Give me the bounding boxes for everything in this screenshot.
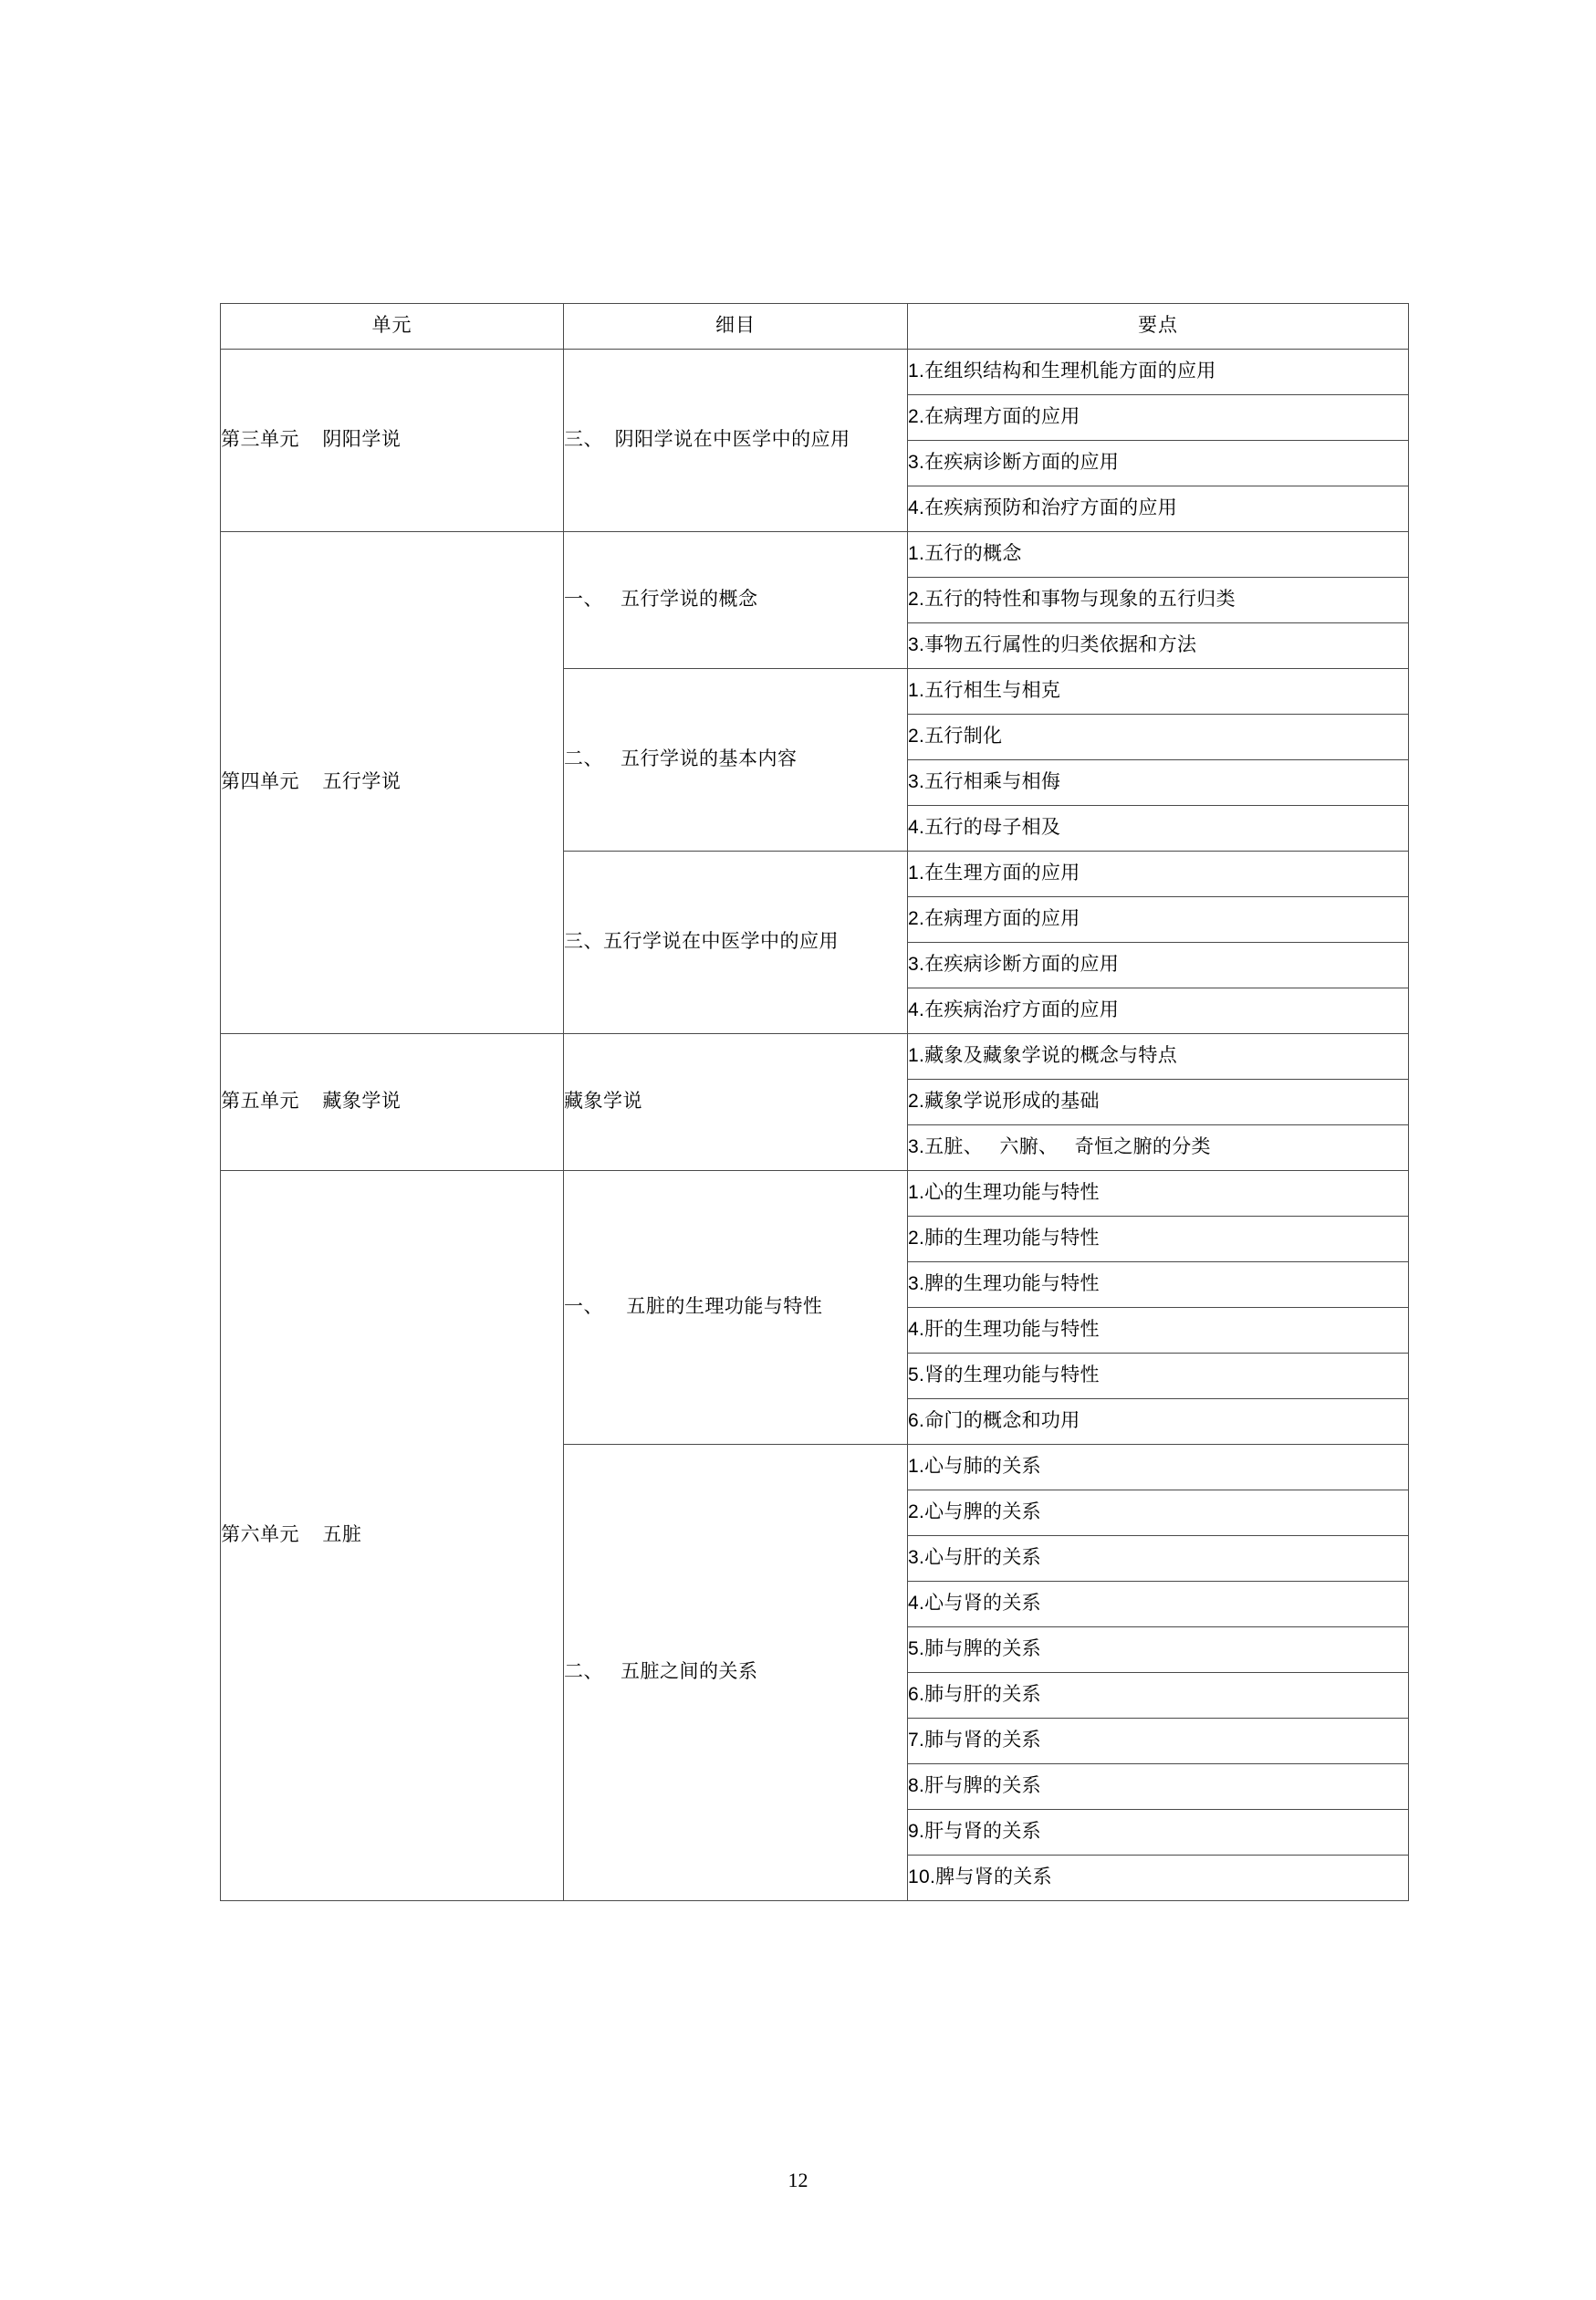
- table-header: [221, 304, 1409, 350]
- point-cell: 2.心与脾的关系: [908, 1490, 1409, 1536]
- point-cell: 2.在病理方面的应用: [908, 897, 1409, 943]
- point-cell: 1.藏象及藏象学说的概念与特点: [908, 1034, 1409, 1080]
- point-cell: 3.在疾病诊断方面的应用: [908, 441, 1409, 486]
- table-row: [221, 1171, 1409, 1217]
- point-cell: 4.肝的生理功能与特性: [908, 1308, 1409, 1354]
- point-cell: 2.在病理方面的应用: [908, 395, 1409, 441]
- detail-cell: 二、 五行学说的基本内容: [564, 669, 908, 852]
- point-cell: 1.五行的概念: [908, 532, 1409, 578]
- point-cell: 1.心与肺的关系: [908, 1445, 1409, 1490]
- point-cell: 3.事物五行属性的归类依据和方法: [908, 623, 1409, 669]
- point-cell: 5.肾的生理功能与特性: [908, 1354, 1409, 1399]
- point-cell: 4.五行的母子相及: [908, 806, 1409, 852]
- point-cell: 4.心与肾的关系: [908, 1582, 1409, 1627]
- point-cell: 2.五行制化: [908, 715, 1409, 760]
- detail-cell: 三、五行学说在中医学中的应用: [564, 852, 908, 1034]
- point-cell: 4.在疾病预防和治疗方面的应用: [908, 486, 1409, 532]
- point-cell: 3.脾的生理功能与特性: [908, 1262, 1409, 1308]
- detail-cell: 一、 五脏的生理功能与特性: [564, 1171, 908, 1445]
- point-cell: 2.五行的特性和事物与现象的五行归类: [908, 578, 1409, 623]
- point-cell: 1.心的生理功能与特性: [908, 1171, 1409, 1217]
- detail-cell: 二、 五脏之间的关系: [564, 1445, 908, 1901]
- point-cell: 1.在生理方面的应用: [908, 852, 1409, 897]
- point-cell: 3.五脏、 六腑、 奇恒之腑的分类: [908, 1125, 1409, 1171]
- column-header-detail: 细目: [564, 304, 908, 350]
- table-body: [221, 350, 1409, 1901]
- point-cell: 6.命门的概念和功用: [908, 1399, 1409, 1445]
- point-cell: 4.在疾病治疗方面的应用: [908, 988, 1409, 1034]
- syllabus-table: [220, 303, 1409, 1901]
- detail-cell: 三、 阴阳学说在中医学中的应用: [564, 350, 908, 532]
- point-cell: 3.五行相乘与相侮: [908, 760, 1409, 806]
- table-row: [221, 1034, 1409, 1080]
- unit-cell: 第三单元 阴阳学说: [221, 350, 564, 532]
- detail-cell: 藏象学说: [564, 1034, 908, 1171]
- page-number: 12: [788, 2169, 808, 2191]
- unit-cell: 第六单元 五脏: [221, 1171, 564, 1901]
- point-cell: 7.肺与肾的关系: [908, 1719, 1409, 1764]
- column-header-point: 要点: [908, 304, 1409, 350]
- column-header-unit: 单元: [221, 304, 564, 350]
- point-cell: 6.肺与肝的关系: [908, 1673, 1409, 1719]
- header-row: [221, 304, 1409, 350]
- detail-cell: 一、 五行学说的概念: [564, 532, 908, 669]
- table-row: [221, 350, 1409, 395]
- point-cell: 9.肝与肾的关系: [908, 1810, 1409, 1856]
- unit-cell: 第四单元 五行学说: [221, 532, 564, 1034]
- point-cell: 2.肺的生理功能与特性: [908, 1217, 1409, 1262]
- point-cell: 10.脾与肾的关系: [908, 1856, 1409, 1901]
- table-row: [221, 532, 1409, 578]
- point-cell: 5.肺与脾的关系: [908, 1627, 1409, 1673]
- point-cell: 8.肝与脾的关系: [908, 1764, 1409, 1810]
- unit-cell: 第五单元 藏象学说: [221, 1034, 564, 1171]
- point-cell: 3.心与肝的关系: [908, 1536, 1409, 1582]
- point-cell: 1.五行相生与相克: [908, 669, 1409, 715]
- point-cell: 1.在组织结构和生理机能方面的应用: [908, 350, 1409, 395]
- point-cell: 3.在疾病诊断方面的应用: [908, 943, 1409, 988]
- point-cell: 2.藏象学说形成的基础: [908, 1080, 1409, 1125]
